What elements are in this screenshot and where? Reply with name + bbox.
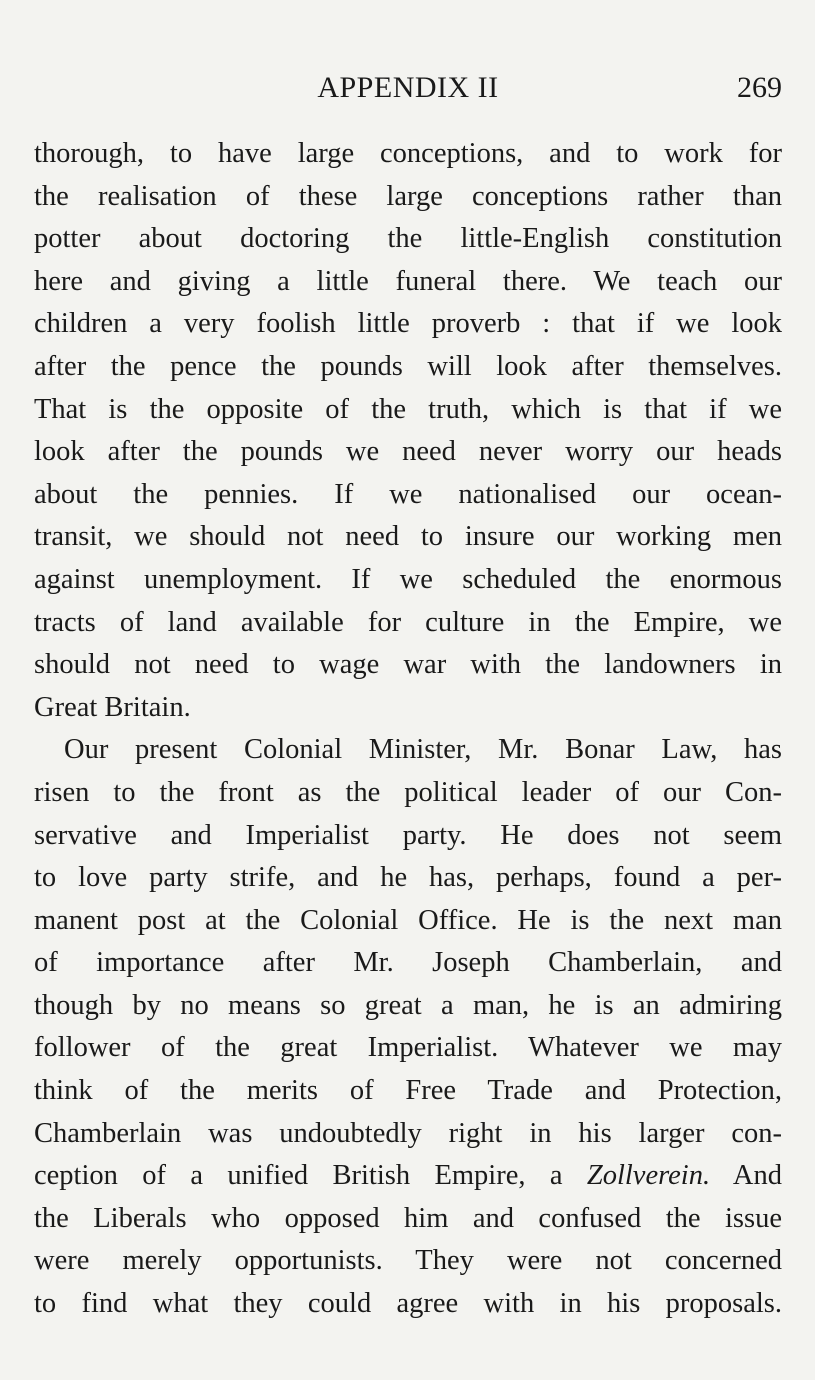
text-line-with-italic	[34, 1155, 782, 1198]
line-segment: And	[732, 1160, 782, 1192]
text-line: servative and Imperialist party. He does not seem	[34, 819, 782, 851]
text-line: risen to the front as the political leader of our Con-	[34, 776, 782, 808]
text-line: children a very foolish little proverb : that if we look	[34, 308, 782, 340]
text-line: of importance after Mr. Joseph Chamberlain, and	[34, 947, 782, 979]
text-line: That is the opposite of the truth, which is that if we	[34, 393, 782, 425]
text-line: Chamberlain was undoubtedly right in his larger con-	[34, 1117, 782, 1149]
text-line: follower of the great Imperialist. Whatever we may	[34, 1032, 782, 1064]
body-text	[34, 133, 782, 1326]
text-line: think of the merits of Free Trade and Protection,	[34, 1075, 782, 1107]
text-line: manent post at the Colonial Office. He is the next man	[34, 904, 782, 936]
text-line: against unemployment. If we scheduled the enormous	[34, 563, 782, 595]
text-line: though by no means so great a man, he is an admiring	[34, 989, 782, 1021]
text-line: to find what they could agree with in his proposals.	[34, 1288, 782, 1320]
text-line: potter about doctoring the little-English constitution	[34, 223, 782, 255]
text-line: the realisation of these large conceptions rather than	[34, 180, 782, 212]
text-line: tracts of land available for culture in the Empire, we	[34, 606, 782, 638]
text-line: here and giving a little funeral there. We teach our	[34, 265, 782, 297]
paragraph-end-line: Great Britain.	[34, 691, 191, 723]
text-line: after the pence the pounds will look after themselves.	[34, 350, 782, 382]
text-line: were merely opportunists. They were not concerned	[34, 1245, 782, 1277]
running-head-title: APPENDIX II	[317, 71, 499, 104]
page-number: 269	[737, 71, 782, 104]
text-line: look after the pounds we need never worry our heads	[34, 436, 782, 468]
text-line: the Liberals who opposed him and confused the issue	[34, 1202, 782, 1234]
text-line: thorough, to have large conceptions, and to work for	[34, 138, 782, 169]
text-line: to love party strife, and he has, perhaps, found a per-	[34, 862, 782, 894]
line-segment: ception of a unified British Empire, a	[34, 1160, 563, 1192]
text-line: transit, we should not need to insure our working men	[34, 521, 782, 553]
paragraph-start-line: Our present Colonial Minister, Mr. Bonar Law, has	[64, 734, 782, 766]
running-head	[34, 66, 782, 110]
text-line: about the pennies. If we nationalised our ocean-	[34, 478, 782, 510]
text-line: should not need to wage war with the landowners in	[34, 649, 782, 681]
italic-term: Zollverein.	[586, 1160, 711, 1192]
